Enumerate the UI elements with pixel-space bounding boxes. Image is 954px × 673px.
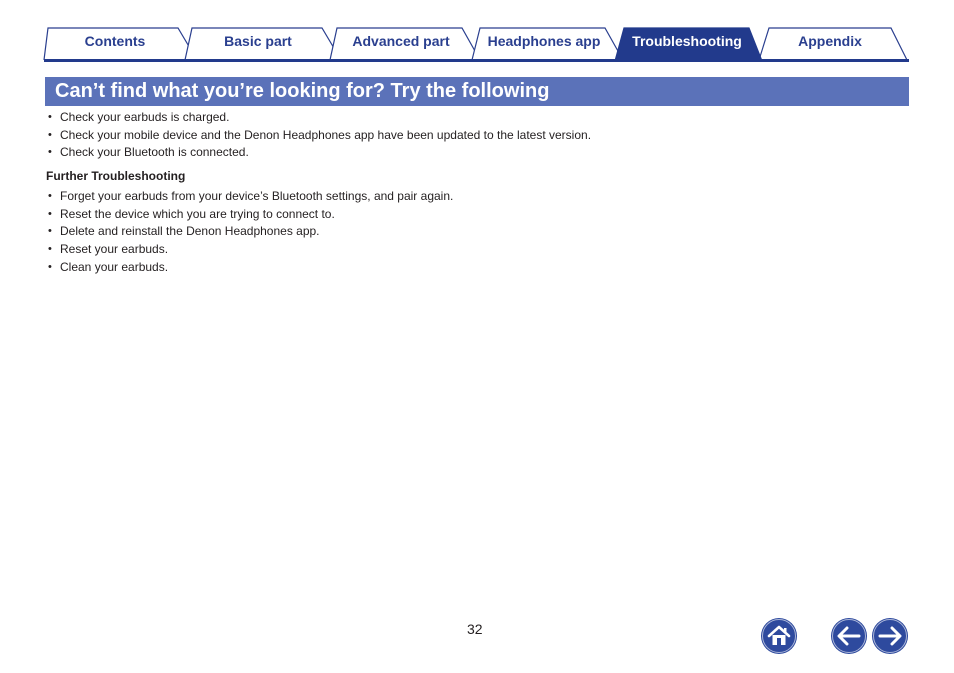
page-number: 32 [467, 621, 483, 637]
home-button[interactable] [760, 617, 798, 655]
section-heading: Further Troubleshooting [46, 169, 186, 183]
home-icon [760, 617, 798, 655]
tab-bar [0, 0, 954, 64]
arrow-right-icon [871, 617, 909, 655]
page-title-banner [45, 77, 909, 106]
list-item: • Check your mobile device and the Denon Headphones app have been updated to the latest version. [48, 127, 591, 145]
tab-shapes [0, 0, 954, 64]
list-item: • Forget your earbuds from your device’s Bluetooth settings, and pair again. [48, 188, 453, 206]
tab-appendix[interactable]: Appendix [798, 33, 862, 49]
list-item: • Delete and reinstall the Denon Headphones app. [48, 223, 453, 241]
list-item: • Reset the device which you are trying to connect to. [48, 206, 453, 224]
next-page-button[interactable] [871, 617, 909, 655]
further-list [48, 188, 453, 277]
list-item: • Check your earbuds is charged. [48, 109, 591, 127]
arrow-left-icon [830, 617, 868, 655]
tab-basic-part[interactable]: Basic part [224, 33, 292, 49]
check-list [48, 109, 591, 162]
page-title: Can’t find what you’re looking for? Try the following [55, 80, 550, 102]
list-item: • Reset your earbuds. [48, 241, 453, 259]
tab-baseline [44, 59, 909, 62]
list-item: • Clean your earbuds. [48, 259, 453, 277]
tab-headphones-app[interactable]: Headphones app [487, 33, 601, 49]
tab-advanced-part[interactable]: Advanced part [352, 33, 450, 49]
list-item: • Check your Bluetooth is connected. [48, 144, 591, 162]
tab-troubleshooting[interactable]: Troubleshooting [632, 33, 742, 49]
previous-page-button[interactable] [830, 617, 868, 655]
tab-contents[interactable]: Contents [84, 33, 146, 49]
